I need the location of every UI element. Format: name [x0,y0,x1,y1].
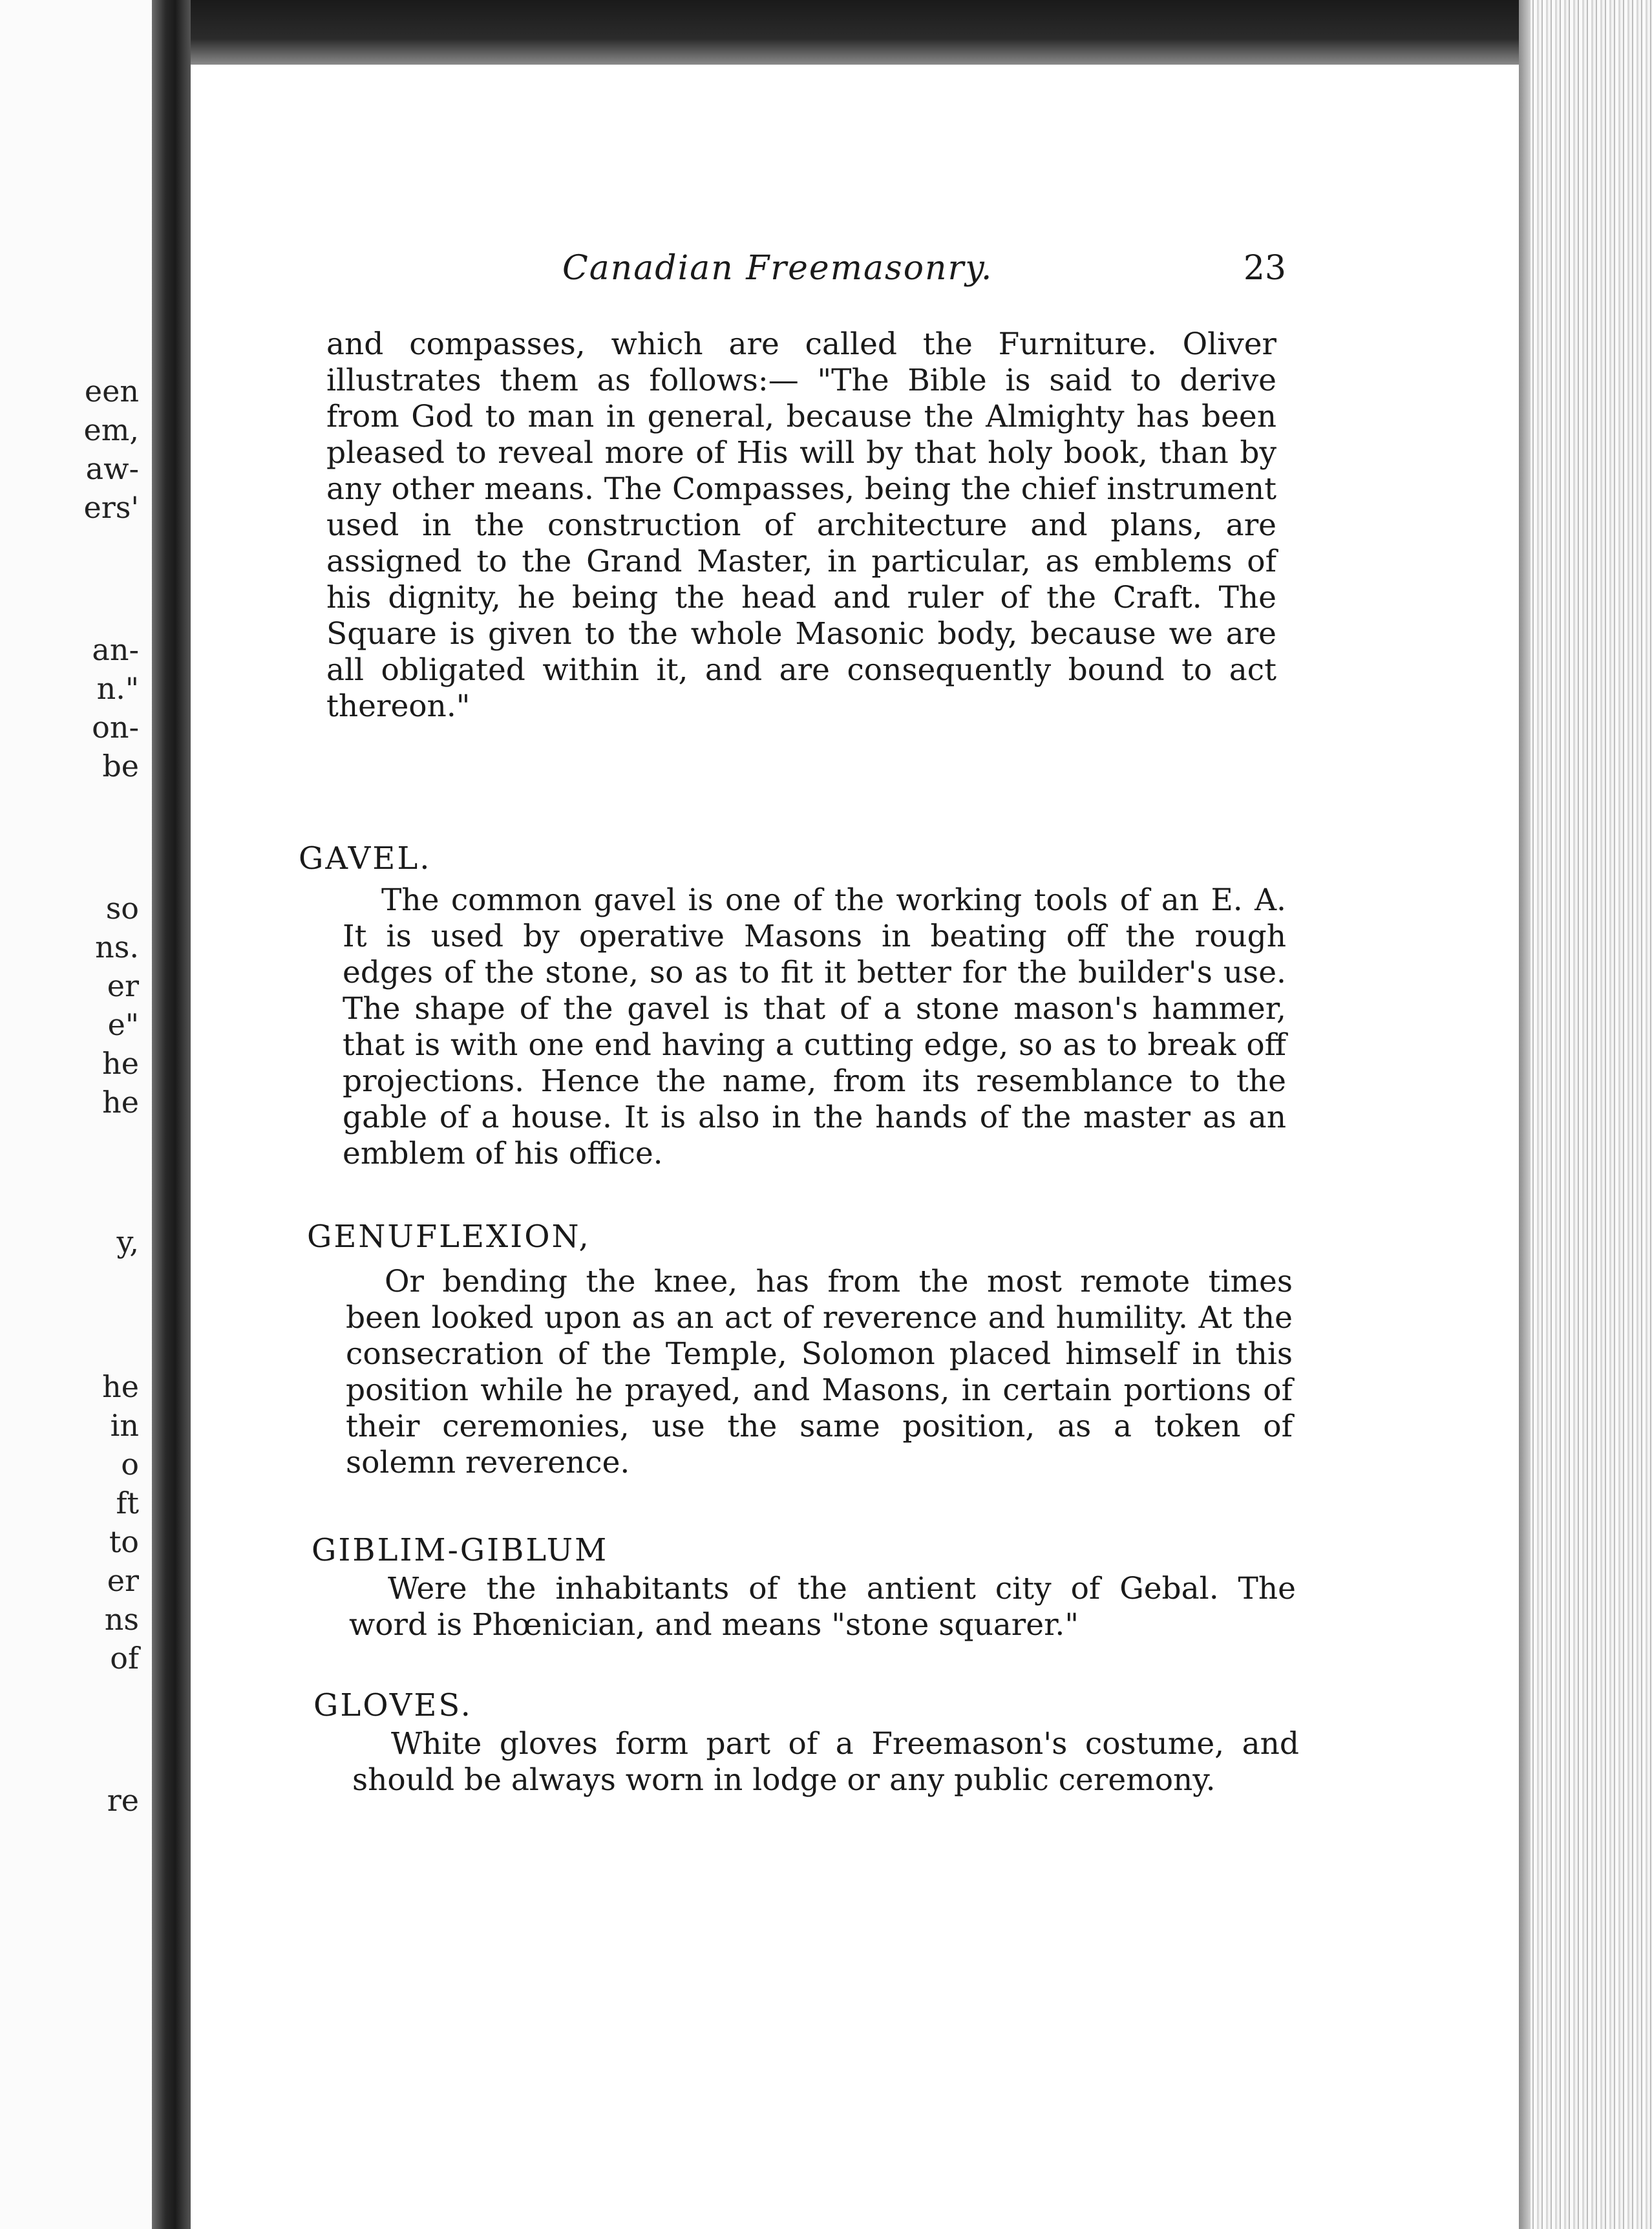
left-page-fragment: he [102,1046,139,1081]
left-page-fragment: ns. [95,930,139,965]
left-page-fragment: er [107,1563,139,1598]
left-page-fragment: e" [107,1007,139,1042]
left-page-fragment: y, [116,1224,139,1259]
continuation-paragraph: and compasses, which are called the Furniture. Oliver illustrates them as follows:— "The Bible is said to derive from God to man in general, because the Almighty has been pleased to reveal more of His will by that holy book, than by any other means. The Compasses, being the chief instrument used in the construction of architecture and plans, are assigned to the Grand Master, in particular, as emblems of his dignity, he being the head and ruler of the Craft. The Square is given to the whole Masonic body, because we are all obligated within it, and are consequently bound to act thereon." [326,326,1276,724]
left-page-fragment: in [110,1408,139,1443]
book-gutter [152,0,191,2229]
entry-paragraph: Were the inhabitants of the antient city of Gebal. The word is Phœnician, and means "stone squarer." [349,1571,1296,1643]
page-edges [1519,0,1652,2229]
left-facing-page [0,0,152,2229]
page-header [368,249,1286,301]
entry-body [346,1264,1293,1481]
entry-paragraph: Or bending the knee, has from the most remote times been looked upon as an act of reverence and humility. At the consecration of the Temple, Solomon placed himself in this position while he prayed, and Masons, in certain portions of their ceremonies, use the same position, as a token of solemn reverence. [346,1264,1293,1480]
left-page-fragment: em, [83,412,139,447]
left-page-fragment: n." [96,671,139,706]
left-page-fragment: o [121,1447,139,1482]
entry-body [343,882,1286,1172]
left-page-fragment: so [105,891,139,926]
left-page-fragment: ft [116,1486,139,1520]
left-page-fragment: to [109,1524,139,1559]
left-page-fragment: be [102,749,139,784]
left-page-fragment: ns [104,1602,139,1637]
left-page-fragment: ers' [83,490,139,525]
running-title: Canadian Freemasonry. [562,249,993,288]
entry-heading: GAVEL. [299,840,432,877]
left-page-fragment: of [110,1641,139,1676]
entry-paragraph: The common gavel is one of the working tools of an E. A. It is used by operative Masons in beating off the rough edges of the stone, so as to fit it better for the builder's use. The shape of the gavel is that of a stone mason's hammer, that is with one end having a cutting edge, so as to break off projections. Hence the name, from its resemblance to the gable of a house. It is also in the hands of the master as an emblem of his office. [343,882,1286,1171]
entry-body [349,1571,1296,1643]
entry-paragraph: White gloves form part of a Freemason's costume, and should be always worn in lodge or any public ceremony. [352,1726,1299,1798]
left-page-fragment: he [102,1369,139,1404]
left-page-fragment: er [107,968,139,1003]
left-page-fragment: een [84,374,139,409]
left-page-fragment: he [102,1085,139,1120]
entry-heading: GENUFLEXION, [307,1219,591,1255]
entry-heading: GLOVES. [313,1687,472,1723]
left-page-fragment: re [107,1783,139,1818]
page-number: 23 [1243,249,1286,288]
scan-top-shadow [0,0,1652,65]
left-page-fragment: an- [92,632,139,667]
entry-body [352,1726,1299,1798]
left-page-fragment: aw- [85,451,139,486]
left-page-fragment: on- [92,710,139,745]
continuation-text [326,326,1276,725]
entry-heading: GIBLIM-GIBLUM [312,1532,609,1568]
